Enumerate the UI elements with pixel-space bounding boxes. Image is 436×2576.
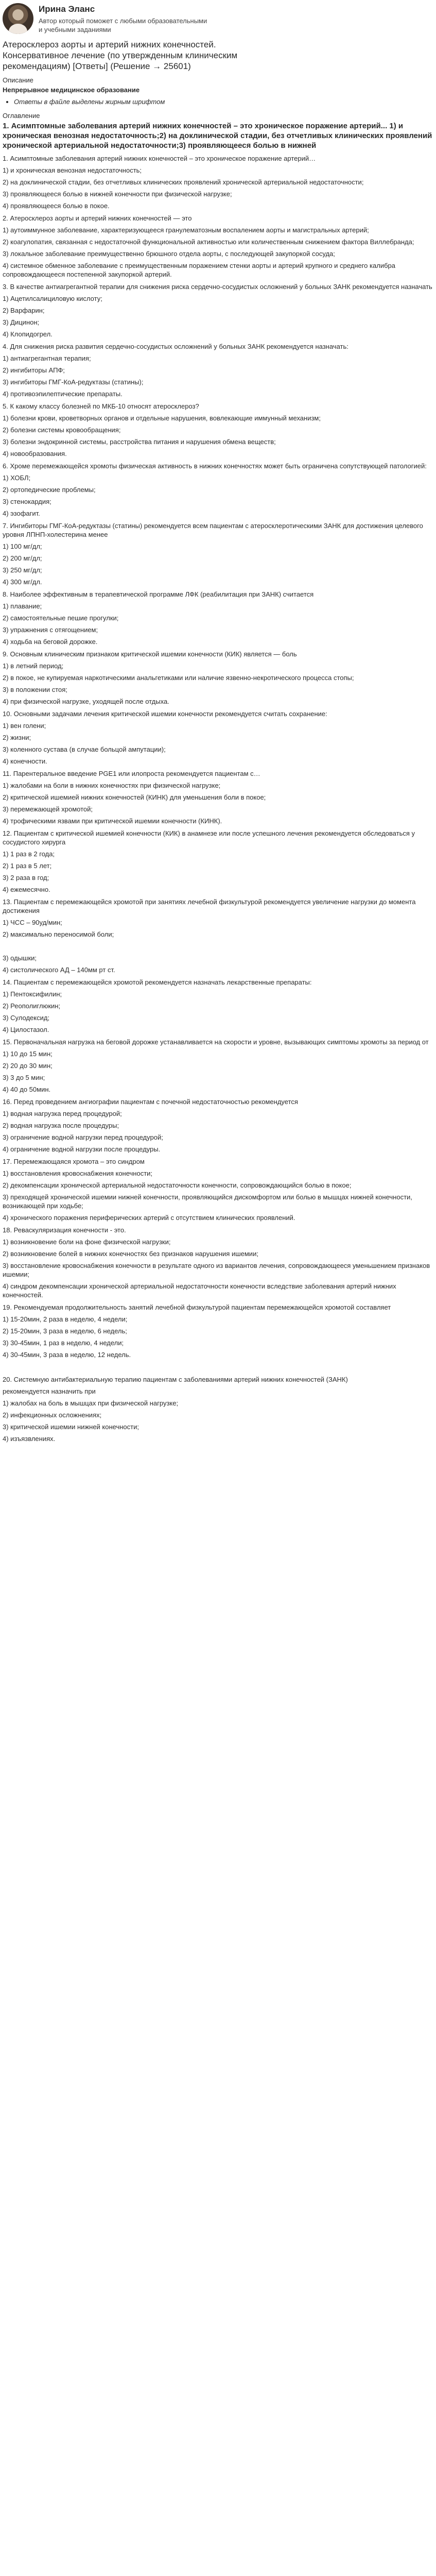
question-text: 18. Реваскуляризация конечности - это. [3, 1226, 126, 1234]
answer-option: 2) Реополиглюкин; [3, 1002, 61, 1010]
answer-option: 1) жалобах на боль в мышцах при физической нагрузке; [3, 1399, 179, 1407]
answer-option: 1) 10 до 15 мин; [3, 1050, 53, 1058]
answer-option: 3) локальное заболевание преимущественно брюшного отдела аорты, с последующей закупоркой сосуда; [3, 250, 335, 258]
answer-option: 3) критической ишемии нижней конечности; [3, 1423, 139, 1431]
answer-option: 3) ингибиторы ГМГ-КоА-редуктазы (статины); [3, 378, 144, 386]
answer-option: 2) ингибиторы АПФ; [3, 366, 65, 374]
answer-option: 4) ходьба на беговой дорожке. [3, 638, 98, 646]
answer-option: 4) системное обменное заболевание с преимущественным поражением стенки аорты и артерий крупного и среднего калибра сопровождающееся постепенной закупоркой артерий. [3, 262, 395, 278]
question-block [3, 769, 433, 825]
answer-option: 3) преходящей хронической ишемии нижней конечности, проявляющийся дискомфортом или болью в мышцах нижней конечности, возникающей при ходьбе; [3, 1193, 412, 1210]
answer-option: 3) упражнения с отягощением; [3, 626, 98, 634]
answer-option: 2) критической ишемией нижних конечностей (КИНК) для уменьшения боли в покое; [3, 793, 266, 801]
question-block [3, 1226, 433, 1299]
question-text: 3. В качестве антиагрегантной терапии для снижения риска сердечно-сосудистых осложнений у больных ЗАНК рекомендуется назначать [3, 283, 432, 291]
answer-option: 1) 100 мг/дл; [3, 543, 42, 550]
answer-option: 4) Клопидогрел. [3, 330, 53, 338]
answer-option: 2) максимально переносимой боли; [3, 930, 114, 938]
question-text: 17. Перемежающаяся хромота – это синдром [3, 1158, 145, 1165]
answer-option: 3) Дицинон; [3, 318, 40, 326]
question-text: 1. Асимптомные заболевания артерий нижних конечностей – это хроническое поражение артерий… [3, 155, 316, 162]
answer-option: 3) стенокардия; [3, 498, 51, 505]
question-block [3, 709, 433, 766]
answer-option: 3) 2 раза в год; [3, 874, 49, 882]
answer-option: 3) перемежающей хромотой; [3, 805, 93, 813]
edu-label: Непрерывное медицинское образование [3, 86, 140, 94]
question-block [3, 650, 433, 706]
question-text: 6. Хроме перемежающейся хромоты физическая активность в нижних конечностях может быть ограничена сопутствующей патологией: [3, 462, 427, 470]
question-text: 16. Перед проведением ангиографии пациентам с почечной недостаточностью рекомендуется [3, 1098, 298, 1106]
answer-option: 3) 30-45мин, 1 раз в неделю, 4 недели; [3, 1339, 124, 1347]
notes-list [3, 97, 433, 106]
answer-option: 4) трофическими язвами при критической ишемии конечности (КИНК). [3, 817, 222, 825]
answer-option: 1) и хроническая венозная недостаточность; [3, 166, 142, 174]
question-block [3, 521, 433, 586]
question-block [3, 154, 433, 210]
answer-option: 1) ЧСС – 90уд/мин; [3, 919, 62, 926]
question-block [3, 1157, 433, 1222]
answer-option: 2) Варфарин; [3, 307, 45, 314]
answer-option: 4) хронического поражения периферических артерий с отсутствием клинических проявлений. [3, 1214, 295, 1222]
question-block [3, 978, 433, 1034]
note-item: • Ответы в файле выделены жирным шрифтом [14, 97, 433, 106]
toc-first-entry: 1. Асимптомные заболевания артерий нижних конечностей – это хроническое поражение артерий... 1) и хроническая венозная недостаточность;2) на доклинической стадии, без отчетливых клинических проявлений хронической артериальной недостаточности;3) проявляющееся болью в нижней [3, 122, 432, 150]
question-block [3, 1363, 433, 1371]
answer-option: 3) коленного сустава (в случае больцой ампутации); [3, 745, 166, 753]
answer-option: 4) конечности. [3, 757, 47, 765]
answer-option: 2) коагулопатия, связанная с недостаточной функциональной активностью или количественным снижением фактора Виллебранда; [3, 238, 414, 246]
answer-option: 1) возникновение боли на фоне физической нагрузки; [3, 1238, 171, 1246]
avatar[interactable] [3, 3, 33, 34]
question-text: 9. Основным клиническим признаком критической ишемии конечности (КИК) является — боль [3, 650, 297, 658]
answer-option: 4) систолического АД – 140мм рт ст. [3, 966, 115, 974]
answer-option: 4) проявляющееся болью в покое. [3, 202, 110, 210]
answer-option: 2) декомпенсации хронической артериальной недостаточности конечности, сопровождающийся болью в покое; [3, 1181, 352, 1189]
answer-option: 4) Цилостазол. [3, 1026, 49, 1033]
answer-option: 3) проявляющееся болью в нижней конечности при физической нагрузке; [3, 190, 232, 198]
question-text: 5. К какому классу болезней по МКБ-10 относят атеросклероз? [3, 402, 199, 410]
question-text: 19. Рекомендуемая продолжительность занятий лечебной физкультурой пациентам перемежающейся хромотой составляет [3, 1303, 391, 1311]
question-text: 8. Наиболее эффективным в терапевтической программе ЛФК (реабилитация при ЗАНК) считается [3, 590, 314, 598]
answer-option: рекомендуется назначить при [3, 1387, 96, 1395]
answer-option: 2) 1 раз в 5 лет; [3, 862, 52, 870]
answer-option: 3) 3 до 5 мин; [3, 1074, 45, 1081]
answer-option: 2) 15-20мин, 3 раза в неделю, 6 недель; [3, 1327, 127, 1335]
answer-option: 2) ортопедические проблемы; [3, 486, 96, 494]
answer-option: 1) в летний период; [3, 662, 64, 670]
answer-option: 2) самостоятельные пешие прогулки; [3, 614, 119, 622]
answer-option: 4) эзофагит. [3, 510, 40, 517]
answer-option: 4) при физической нагрузке, уходящей после отдыха. [3, 698, 169, 705]
question-block [3, 829, 433, 894]
question-block [3, 590, 433, 646]
question-text: 4. Для снижения риска развития сердечно-сосудистых осложнений у больных ЗАНК рекомендуется назначать: [3, 343, 348, 350]
answer-option: 3) болезни эндокринной системы, расстройства питания и нарушения обмена веществ; [3, 438, 276, 446]
answer-option: 3) восстановление кровоснабжения конечности в результате одного из вариантов лечения, сопровождающееся уменьшением признаков ишемии; [3, 1262, 430, 1278]
question-block [3, 342, 433, 398]
answer-option: 3) в положении стоя; [3, 686, 67, 693]
answer-option: 4) 30-45мин, 3 раза в неделю, 12 недель. [3, 1351, 131, 1359]
answer-option: 1) вен голени; [3, 722, 46, 730]
answer-option: 2) в покое, не купируемая наркотическими анальгетиками или наличие язвенно-некротического процесса стопы; [3, 674, 354, 682]
question-block [3, 402, 433, 458]
answer-option: 4) ограничение водной нагрузки после процедуры. [3, 1145, 161, 1153]
answer-option: 4) новообразования. [3, 450, 67, 457]
answer-option: 1) плавание; [3, 602, 42, 610]
question-block [3, 214, 433, 279]
answer-option: 2) водная нагрузка после процедуры; [3, 1122, 119, 1129]
author-description: Автор который поможет с любыми образовательными и учебными заданиями [39, 17, 207, 33]
question-text [3, 1363, 433, 1371]
answer-option: 2) 200 мг/дл; [3, 554, 42, 562]
question-block [3, 1097, 433, 1154]
author-info [39, 3, 208, 34]
question-text: 11. Парентеральное введение PGE1 или илопроста рекомендуется пациентам с… [3, 770, 260, 777]
answer-option: 1) восстановления кровоснабжения конечности; [3, 1170, 153, 1177]
answer-option: 1) болезни крови, кроветворных органов и отдельные нарушения, вовлекающие иммунный механизм; [3, 414, 321, 422]
question-text: 7. Ингибиторы ГМГ-КоА-редуктазы (статины) рекомендуется всем пациентам с атеросклеротическими ЗАНК для достижения целевого уровня ЛПНП-холестерина менее [3, 522, 423, 538]
answer-option: 4) 300 мг/дл. [3, 578, 42, 586]
question-block [3, 1375, 433, 1443]
answer-option: 2) на доклинической стадии, без отчетливых клинических проявлений хронической артериальной недостаточности; [3, 178, 364, 186]
question-text: 2. Атеросклероз аорты и артерий нижних конечностей — это [3, 214, 192, 222]
answer-option: 4) изъязвлениях. [3, 1435, 56, 1443]
answer-option: 2) жизни; [3, 734, 31, 741]
answer-option: 1) ХОБЛ; [3, 474, 31, 482]
question-block [3, 282, 433, 338]
question-block [3, 1303, 433, 1359]
answer-option: 3) одышки; [3, 954, 37, 962]
answer-option: 1) Ацетилсалициловую кислоту; [3, 295, 102, 302]
question-text: 10. Основными задачами лечения критической ишемии конечности рекомендуется считать сохранение: [3, 710, 327, 718]
author-name[interactable]: Ирина Эланс [39, 4, 95, 14]
question-text: 13. Пациентам с перемежающейся хромотой при занятиях лечебной физкультурой рекомендуется увеличение нагрузки до момента достижения [3, 898, 416, 914]
answer-option: 1) 1 раз в 2 года; [3, 850, 55, 858]
question-text: 14. Пациентам с перемежающейся хромотой рекомендуется назначать лекарственные препараты: [3, 978, 312, 986]
question-block [3, 897, 433, 974]
answer-option: 1) жалобами на боли в нижних конечностях при физической нагрузке; [3, 782, 221, 789]
question-text: 20. Системную антибактериальную терапию пациентам с заболеваниями артерий нижних конечностей (ЗАНК) [3, 1376, 348, 1383]
answer-option: 1) антиагрегантная терапия; [3, 354, 91, 362]
answer-option: 4) синдром декомпенсации хронической артериальной недостаточности конечности вследствие заболевания артерий нижних конечностей. [3, 1282, 396, 1299]
answer-option: 2) возникновение болей в нижних конечностях без признаков нарушения ишемии; [3, 1250, 258, 1258]
answer-option: 1) 15-20мин, 2 раза в неделю, 4 недели; [3, 1315, 128, 1323]
answer-option: 1) водная нагрузка перед процедурой; [3, 1110, 122, 1117]
questions-list [3, 154, 433, 1443]
description-label: Описание [3, 76, 33, 84]
answer-option: 3) 250 мг/дл; [3, 566, 42, 574]
answer-option: 3) ограничение водной нагрузки перед процедурой; [3, 1133, 163, 1141]
answer-option: 3) Сулодексид; [3, 1014, 50, 1022]
question-text: 12. Пациентам с критической ишемией конечности (КИК) в анамнезе или после успешного лечения рекомендуется обследоваться у сосудистого хирурга [3, 829, 415, 846]
answer-option: 4) ежемесячно. [3, 886, 50, 893]
question-text: 15. Первоначальная нагрузка на беговой дорожке устанавливается на скорости и уровне, вызывающих симптомы хромоты за период от [3, 1038, 429, 1046]
answer-option: 4) 40 до 50мин. [3, 1086, 51, 1093]
answer-option: 1) аутоиммунное заболевание, характеризующееся гранулематозным воспалением аорты и магистральных артерий; [3, 226, 369, 234]
page-title: Атеросклероз аорты и артерий нижних конечностей. Консервативное лечение (по утвержденным клиническим рекомендациям) [Ответы] (Решение → 25601) [3, 40, 238, 71]
answer-option: 1) Пентоксифилин; [3, 990, 62, 998]
answer-option: 2) болезни системы кровообращения; [3, 426, 121, 434]
answer-option [3, 942, 433, 951]
answer-option: 4) противоэпилептические препараты. [3, 390, 123, 398]
author-block [3, 3, 433, 34]
question-block [3, 1038, 433, 1094]
answer-option: 2) инфекционных осложнениях; [3, 1411, 102, 1419]
question-block [3, 462, 433, 518]
answer-option: 2) 20 до 30 мин; [3, 1062, 53, 1070]
toc-label: Оглавление [3, 112, 40, 120]
